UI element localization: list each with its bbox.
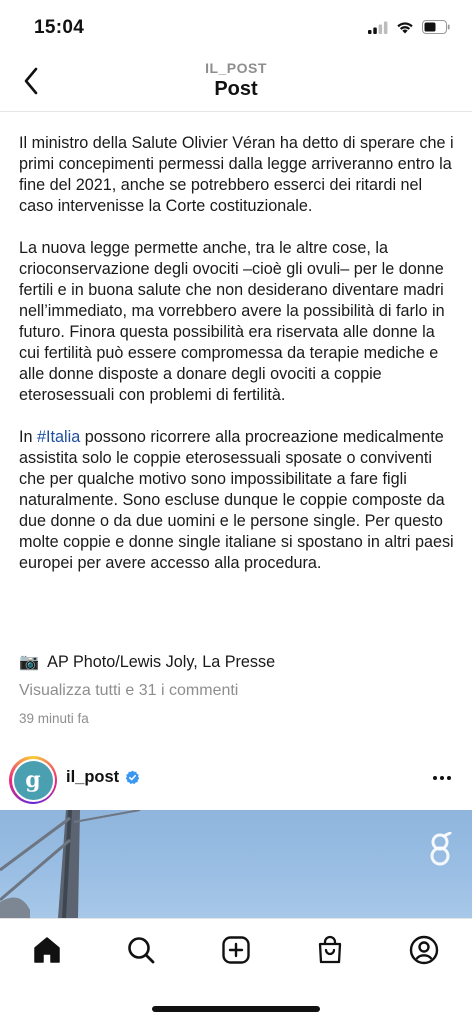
header-account-name: IL_POST (205, 60, 267, 76)
caption-paragraph (19, 427, 455, 574)
new-post-icon (221, 935, 251, 965)
il-post-logo-icon (426, 832, 454, 866)
nav-home[interactable] (30, 933, 64, 967)
photo-credit-text: AP Photo/Lewis Joly, La Presse (47, 652, 276, 671)
nav-new-post[interactable] (219, 933, 253, 967)
caption-text: In (19, 428, 37, 446)
post-header (0, 58, 472, 112)
home-icon (32, 935, 62, 965)
post-caption (19, 133, 455, 595)
next-post-header (0, 752, 472, 810)
caption-paragraph: La nuova legge permette anche, tra le altre cose, la crioconservazione degli ovociti –cioè gli ovuli– per le donne fertili e in buona salute che non desiderano diventare madri nell’immediato, ma vorrebbero avere la possibilità di farlo in futuro. Finora questa possibilità era riservata alle donne la cui fertilità può essere compromessa da terapie mediche e alle donne disposte a donare degli ovociti a coppie eterosessuali con problemi di fertilità. (19, 239, 445, 404)
more-options-button[interactable] (430, 766, 454, 790)
photo-credit (19, 652, 275, 672)
caption-text: possono ricorrere alla procreazione medicalmente assistita solo le coppie eterosessuali sposate o conviventi che per qualche motivo sono impossibilitate a fare figli naturalmente. Sono escluse dunque le coppie composte da due donne o da due uomini e le persone single. Per questo molte coppie e donne single italiane si spostano in altri paesi europei per avere accesso alla procedura. (19, 428, 454, 572)
more-horizontal-icon (433, 776, 437, 780)
caption-paragraph: Il ministro della Salute Olivier Véran ha detto di sperare che i primi concepimenti permessi dalla legge arriveranno entro la fine del 2021, anche se potrebbero esserci dei ritardi nel caso intervenisse la Corte costituzionale. (19, 134, 454, 215)
page-title: Post (214, 78, 258, 100)
nav-shop[interactable] (313, 933, 347, 967)
tower-structure-image (0, 810, 472, 918)
username[interactable] (66, 768, 140, 787)
wifi-icon (396, 21, 414, 34)
nav-search[interactable] (124, 933, 158, 967)
camera-icon: 📷 (19, 653, 40, 671)
shop-icon (315, 935, 345, 965)
username-text[interactable]: il_post (66, 768, 120, 786)
status-icons (368, 20, 450, 34)
il-post-watermark-logo (426, 832, 454, 874)
cellular-signal-icon (368, 21, 388, 34)
story-ring[interactable] (9, 756, 57, 804)
avatar: g (14, 761, 53, 800)
post-image[interactable] (0, 810, 472, 918)
home-indicator[interactable] (152, 1006, 320, 1012)
nav-profile[interactable] (407, 933, 441, 967)
battery-icon (422, 20, 450, 34)
search-icon (126, 935, 156, 965)
view-all-comments-link[interactable]: Visualizza tutti e 31 i commenti (19, 682, 239, 699)
status-bar (0, 0, 472, 58)
status-time: 15:04 (34, 17, 85, 38)
bottom-navigation (0, 918, 472, 1022)
profile-icon (409, 935, 439, 965)
verified-badge-icon (125, 770, 140, 785)
post-timestamp: 39 minuti fa (19, 711, 89, 726)
hashtag-link[interactable]: #Italia (37, 428, 81, 446)
